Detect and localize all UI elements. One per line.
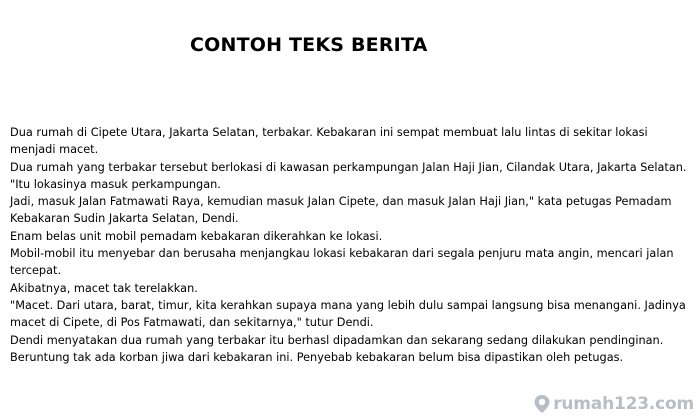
document-title: CONTOH TEKS BERITA: [190, 34, 428, 56]
paragraph: Enam belas unit mobil pemadam kebakaran dikerahkan ke lokasi.: [10, 229, 383, 243]
paragraph: Dua rumah yang terbakar tersebut berlokasi di kawasan perkampungan Jalan Haji Jian, Cilandak Utara, Jakarta Selatan.: [10, 160, 687, 174]
paragraph: Dendi menyatakan dua rumah yang terbakar itu berhasl dipadamkan dan sekarang sedang dilakukan pendinginan.: [10, 333, 664, 347]
paragraph: Beruntung tak ada korban jiwa dari kebakaran ini. Penyebab kebakaran belum bisa dipastikan oleh petugas.: [10, 350, 624, 364]
article-body: [10, 124, 692, 366]
paragraph: "Macet. Dari utara, barat, timur, kita kerahkan supaya mana yang lebih dulu sampai langsung bisa menangani. Jadinya macet di Cipete, di Pos Fatmawati, dan sekitarnya," tutur Dendi.: [10, 298, 686, 330]
paragraph: Akibatnya, macet tak terelakkan.: [10, 281, 198, 295]
paragraph: Dua rumah di Cipete Utara, Jakarta Selatan, terbakar. Kebakaran ini sempat membuat lalu lintas di sekitar lokasi menjadi macet.: [10, 126, 648, 157]
watermark: [533, 394, 694, 414]
paragraph: Mobil-mobil itu menyebar dan berusaha menjangkau lokasi kebakaran dari segala penjuru mata angin, mencari jalan tercepat.: [10, 247, 674, 278]
watermark-text: rumah123.com: [553, 394, 694, 414]
paragraph: "Itu lokasinya masuk perkampungan.: [10, 177, 221, 191]
location-pin-icon: [533, 394, 551, 414]
paragraph: Jadi, masuk Jalan Fatmawati Raya, kemudian masuk Jalan Cipete, dan masuk Jalan Haji Jian," kata petugas Pemadam Kebakaran Sudin Jakarta Selatan, Dendi.: [10, 195, 672, 226]
